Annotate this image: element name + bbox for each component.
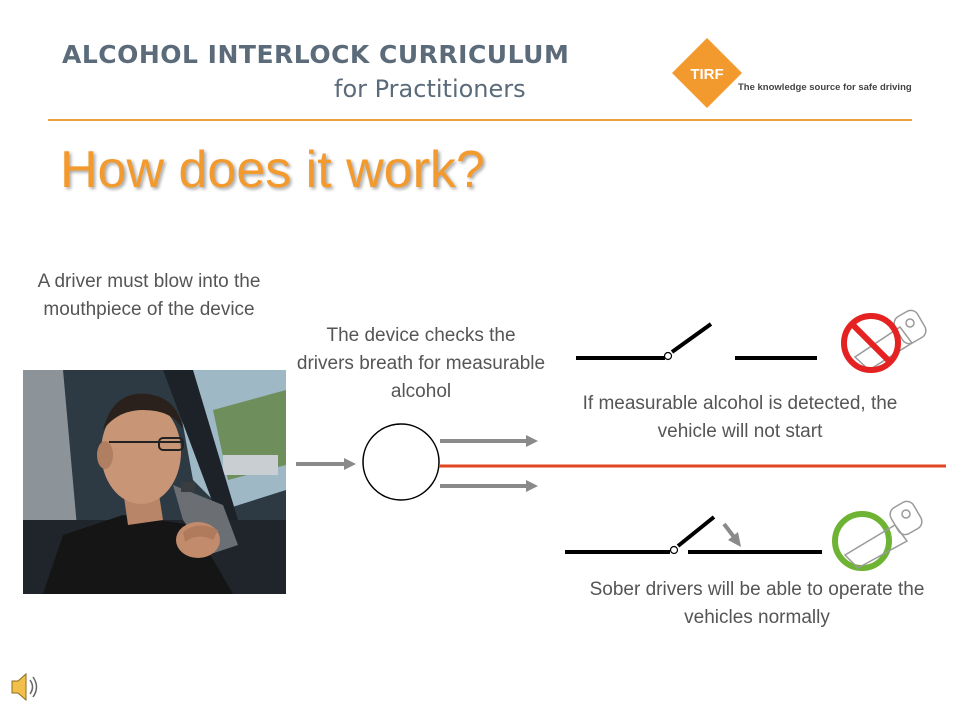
speaker-icon[interactable] bbox=[12, 674, 37, 700]
arrow-out-lower bbox=[440, 480, 538, 492]
driver-caption: A driver must blow into the mouthpiece of the device bbox=[37, 271, 261, 320]
closing-switch bbox=[565, 517, 822, 554]
driver-photo bbox=[23, 370, 286, 594]
header-rule bbox=[48, 119, 912, 121]
device-caption: The device checks the drivers breath for measurable alcohol bbox=[296, 325, 546, 402]
prohibited-key-icon bbox=[844, 308, 929, 370]
alcohol-detected-caption: If measurable alcohol is detected, the vehicle will not start bbox=[582, 393, 898, 442]
open-switch bbox=[576, 324, 817, 360]
allowed-key-icon bbox=[835, 499, 925, 568]
curriculum-title: ALCOHOL INTERLOCK CURRICULUM bbox=[62, 40, 570, 69]
arrow-into-device bbox=[296, 458, 356, 470]
logo-text: TIRF bbox=[690, 66, 724, 83]
sober-driver-caption: Sober drivers will be able to operate the vehicles normally bbox=[589, 579, 925, 628]
curriculum-subtitle: for Practitioners bbox=[334, 75, 526, 103]
breath-device bbox=[363, 424, 439, 500]
tirf-tagline: The knowledge source for safe driving bbox=[738, 82, 912, 93]
slide-title: How does it work? bbox=[60, 141, 485, 199]
arrow-out-upper bbox=[440, 435, 538, 447]
tirf-logo bbox=[672, 38, 742, 108]
